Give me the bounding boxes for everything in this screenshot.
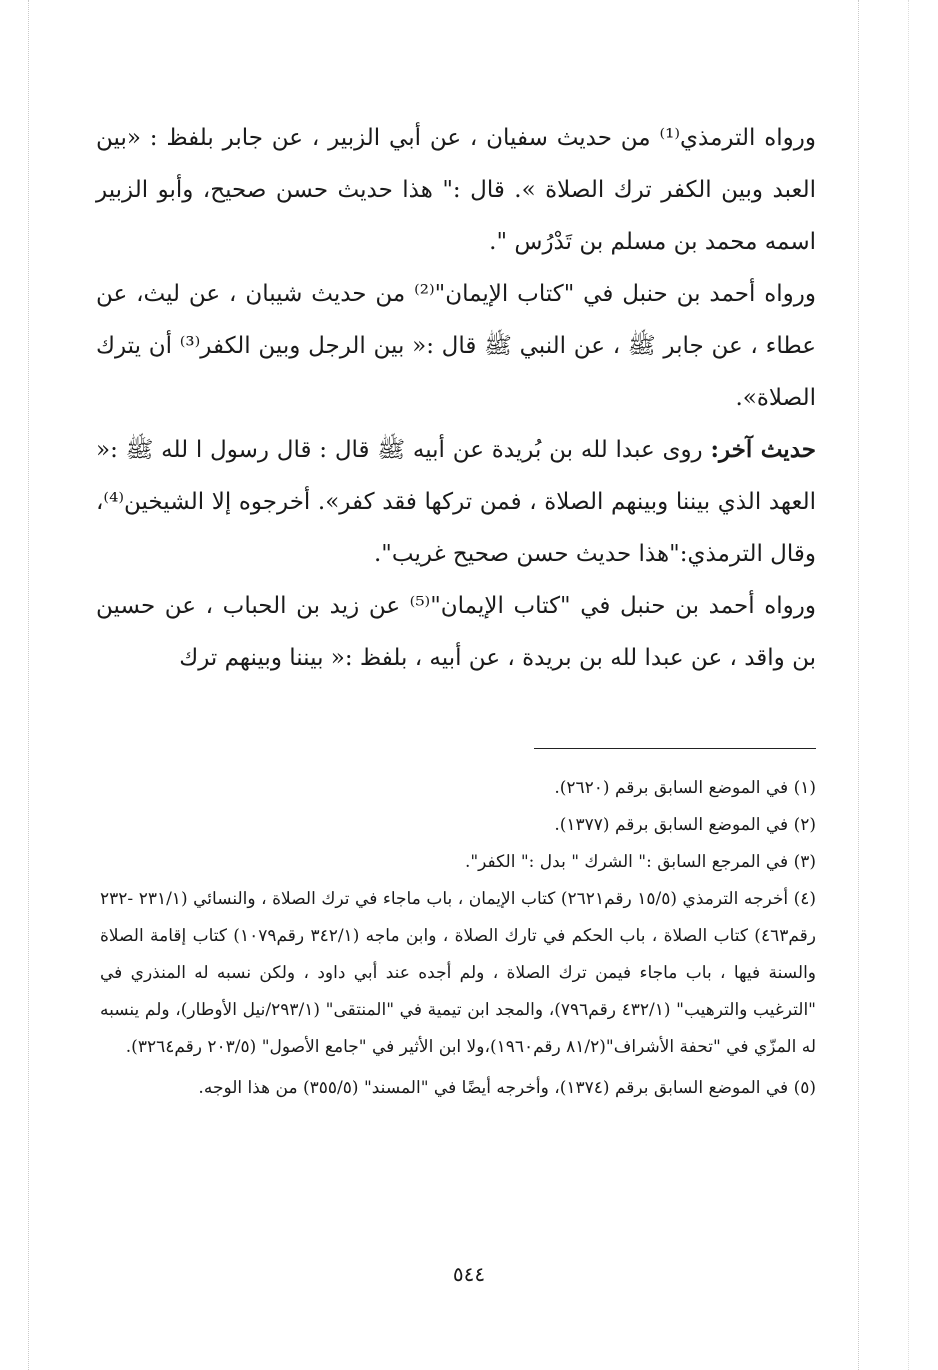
main-text [96,112,816,684]
page-number: ٥٤٤ [452,1262,486,1286]
paragraph-1: ورواه الترمذي⁽¹⁾ من حديث سفيان ، عن أبي الزبير ، عن جابر بلفظ : «بين العبد وبين الكفر ترك الصلاة ». قال :" هذا حديث حسن صحيح، وأبو الزبير اسمه محمد بن مسلم بن تَدْرُس ". [96,125,817,255]
footnote-3: (٣) في المرجع السابق :" الشرك " بدل :" الكفر". [464,852,816,872]
footnote-4: (٤) أخرجه الترمذي (١٥/٥ رقم٢٦٢١) كتاب الإيمان ، باب ماجاء في ترك الصلاة ، والنسائي (٢٣١/١ -٢٣٢ رقم٤٦٣) كتاب الصلاة ، باب الحكم في تارك الصلاة ، وابن ماجه (٣٤٢/١ رقم١٠٧٩) كتاب إقامة الصلاة والسنة فيها ، باب ماجاء فيمن ترك الصلاة ، ولم أجده عند أبي داود ، ولكن نسبه له المنذري في "الترغيب والترهيب" (٤٣٢/١ رقم٧٩٦)، والمجد ابن تيمية في "المنتقى" (٢٩٣/١/نيل الأوطار)، ولم ينسبه له المزّي في "تحفة الأشراف"(٨١/٢ رقم١٩٦٠)،ولا ابن الأثير في "جامع الأصول" (٢٠٣/٥ رقم٣٢٦٤). [100,889,817,1057]
paragraph-4: ورواه أحمد بن حنبل في "كتاب الإيمان"⁽⁵⁾ عن زيد بن الحباب ، عن حسين بن واقد ، عن عبدا لله بن بريدة ، عن أبيه ، بلفظ :« بيننا وبينهم ترك [96,593,816,671]
scan-edge-left [28,0,29,1370]
paragraph-3 [96,424,816,580]
footnotes [100,770,816,1107]
paragraph-2: ورواه أحمد بن حنبل في "كتاب الإيمان"⁽²⁾ من حديث شيبان ، عن ليث، عن عطاء ، عن جابر ﷺ ، عن النبي ﷺ قال :« بين الرجل وبين الكفر⁽³⁾ أن يترك الصلاة». [96,281,816,411]
footnote-1: (١) في الموضع السابق برقم (٢٦٢٠). [554,778,816,798]
footnote-5: (٥) في الموضع السابق برقم (١٣٧٤)، وأخرجه أيضًا في "المسند" (٣٥٥/٥) من هذا الوجه. [198,1078,816,1098]
footnote-separator [534,748,816,749]
hadith-lead: حديث آخر: [710,436,816,463]
scan-edge-far-right [908,0,909,1370]
paragraph-3-body: روى عبدا لله بن بُريدة عن أبيه ﷺ قال : قال رسول ا لله ﷺ :« العهد الذي بيننا وبينهم الصلاة ، فمن تركها فقد كفر». أخرجوه إلا الشيخين⁽⁴⁾، وقال الترمذي:"هذا حديث حسن صحيح غريب". [96,437,816,567]
scan-edge-right [858,0,859,1370]
footnote-2: (٢) في الموضع السابق برقم (١٣٧٧). [554,815,816,835]
